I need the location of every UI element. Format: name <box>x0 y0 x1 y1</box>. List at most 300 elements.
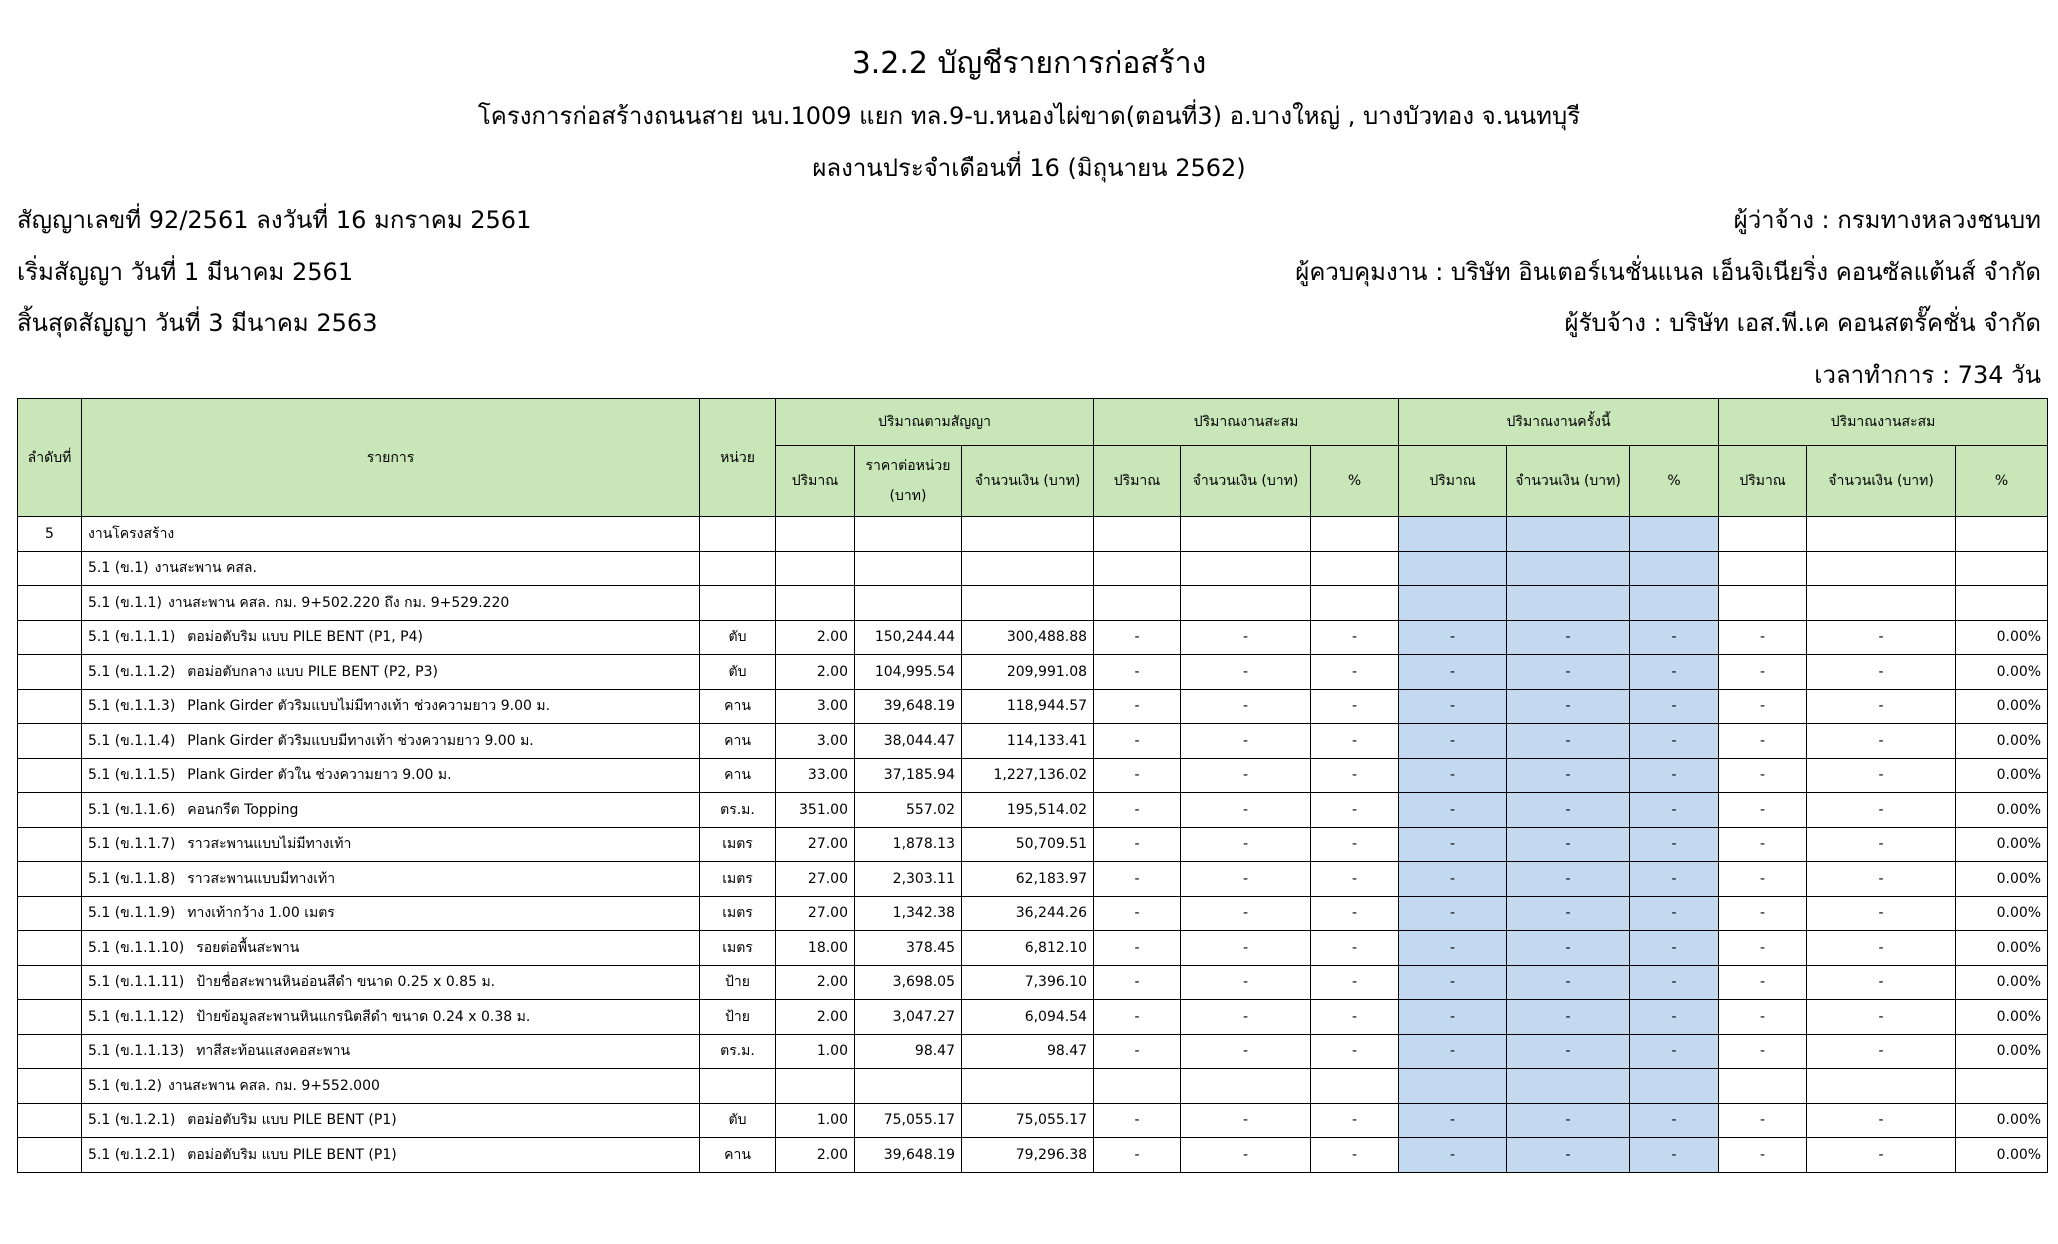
table-row <box>18 965 2048 1000</box>
current-amount: - <box>1507 896 1630 931</box>
item-description <box>82 793 700 828</box>
prev-amount: - <box>1181 896 1311 931</box>
unit-cell: ป้าย <box>700 965 776 1000</box>
current-pct: - <box>1630 655 1719 690</box>
current-qty: - <box>1399 896 1507 931</box>
item-code: 5.1 (ข.1.1.6) <box>88 801 176 818</box>
contract-qty: 1.00 <box>776 1103 855 1138</box>
unit-cell <box>700 517 776 552</box>
item-code: 5.1 (ข.1.2.1) <box>88 1146 176 1163</box>
item-description <box>82 620 700 655</box>
group-header-total: ปริมาณงานสะสม <box>1719 399 2048 446</box>
total-amount: - <box>1807 793 1956 828</box>
prev-qty <box>1094 586 1181 621</box>
contract-amount: 6,094.54 <box>962 1000 1094 1035</box>
col-header-amount: จำนวนเงิน (บาท) <box>1181 446 1311 517</box>
prev-qty: - <box>1094 827 1181 862</box>
unit-price: 1,878.13 <box>855 827 962 862</box>
report-period: ผลงานประจำเดือนที่ 16 (มิถุนายน 2562) <box>812 154 1246 182</box>
total-amount: - <box>1807 620 1956 655</box>
current-qty: - <box>1399 620 1507 655</box>
table-row <box>18 1138 2048 1173</box>
total-amount: - <box>1807 689 1956 724</box>
prev-pct: - <box>1311 931 1399 966</box>
total-pct: 0.00% <box>1956 896 2048 931</box>
item-description <box>82 724 700 759</box>
item-code: 5.1 (ข.1.1.13) <box>88 1043 185 1060</box>
table-row <box>18 1103 2048 1138</box>
current-amount: - <box>1507 1000 1630 1035</box>
current-pct: - <box>1630 793 1719 828</box>
contract-amount: 7,396.10 <box>962 965 1094 1000</box>
current-pct: - <box>1630 931 1719 966</box>
prev-pct: - <box>1311 896 1399 931</box>
prev-pct <box>1311 586 1399 621</box>
unit-price: 37,185.94 <box>855 758 962 793</box>
col-header-no: ลำดับที่ <box>18 399 82 517</box>
unit-cell: เมตร <box>700 931 776 966</box>
prev-qty: - <box>1094 862 1181 897</box>
total-pct: 0.00% <box>1956 827 2048 862</box>
col-header-amount: จำนวนเงิน (บาท) <box>1507 446 1630 517</box>
item-code: 5.1 (ข.1.2) <box>88 1077 162 1094</box>
prev-pct: - <box>1311 965 1399 1000</box>
unit-cell: ป้าย <box>700 1000 776 1035</box>
current-qty: - <box>1399 793 1507 828</box>
total-qty: - <box>1719 896 1807 931</box>
current-amount: - <box>1507 793 1630 828</box>
prev-amount: - <box>1181 1138 1311 1173</box>
current-amount: - <box>1507 1034 1630 1069</box>
current-pct: - <box>1630 827 1719 862</box>
current-pct <box>1630 551 1719 586</box>
table-body <box>18 517 2048 1173</box>
prev-pct: - <box>1311 1034 1399 1069</box>
total-pct: 0.00% <box>1956 1103 2048 1138</box>
table-row <box>18 1000 2048 1035</box>
total-pct: 0.00% <box>1956 1138 2048 1173</box>
prev-pct: - <box>1311 793 1399 828</box>
current-qty: - <box>1399 655 1507 690</box>
prev-amount <box>1181 517 1311 552</box>
section-row <box>18 586 2048 621</box>
contractor: ผู้รับจ้าง : บริษัท เอส.พี.เค คอนสตรั๊คชั่น จำกัด <box>1564 309 2041 337</box>
table-row <box>18 758 2048 793</box>
col-header-pct: % <box>1630 446 1719 517</box>
total-pct: 0.00% <box>1956 655 2048 690</box>
total-pct <box>1956 586 2048 621</box>
unit-price <box>855 517 962 552</box>
prev-amount: - <box>1181 724 1311 759</box>
contract-qty: 27.00 <box>776 827 855 862</box>
total-pct <box>1956 517 2048 552</box>
unit-cell: คาน <box>700 758 776 793</box>
prev-pct: - <box>1311 620 1399 655</box>
item-description <box>82 965 700 1000</box>
item-code: 5.1 (ข.1.2.1) <box>88 1112 176 1129</box>
prev-qty: - <box>1094 793 1181 828</box>
item-text: งานโครงสร้าง <box>88 525 175 542</box>
current-pct: - <box>1630 758 1719 793</box>
item-description <box>82 551 700 586</box>
contract-end: สิ้นสุดสัญญา วันที่ 3 มีนาคม 2563 <box>17 309 378 337</box>
contract-qty: 2.00 <box>776 1138 855 1173</box>
total-amount <box>1807 551 1956 586</box>
unit-price: 3,698.05 <box>855 965 962 1000</box>
current-qty: - <box>1399 931 1507 966</box>
current-qty <box>1399 517 1507 552</box>
contract-amount: 114,133.41 <box>962 724 1094 759</box>
row-number <box>18 793 82 828</box>
col-header-item: รายการ <box>82 399 700 517</box>
prev-pct <box>1311 551 1399 586</box>
prev-qty: - <box>1094 1000 1181 1035</box>
group-header-contract: ปริมาณตามสัญญา <box>776 399 1094 446</box>
prev-pct: - <box>1311 827 1399 862</box>
unit-cell: ตับ <box>700 1103 776 1138</box>
current-qty: - <box>1399 1138 1507 1173</box>
contract-qty <box>776 1069 855 1104</box>
item-text: ป้ายข้อมูลสะพานหินแกรนิตสีดำ ขนาด 0.24 x 0.38 ม. <box>196 1008 531 1025</box>
prev-amount: - <box>1181 620 1311 655</box>
current-pct: - <box>1630 1103 1719 1138</box>
prev-pct: - <box>1311 1000 1399 1035</box>
unit-price: 378.45 <box>855 931 962 966</box>
row-number <box>18 1138 82 1173</box>
total-pct: 0.00% <box>1956 620 2048 655</box>
item-text: งานสะพาน คสล. <box>154 560 257 577</box>
unit-cell <box>700 551 776 586</box>
prev-amount <box>1181 1069 1311 1104</box>
item-text: รอยต่อพื้นสะพาน <box>196 939 300 956</box>
col-header-amount: จำนวนเงิน (บาท) <box>1807 446 1956 517</box>
contract-qty: 18.00 <box>776 931 855 966</box>
prev-pct <box>1311 1069 1399 1104</box>
total-amount: - <box>1807 758 1956 793</box>
row-number <box>18 931 82 966</box>
total-qty <box>1719 1069 1807 1104</box>
current-amount <box>1507 517 1630 552</box>
item-text: ตอม่อตับริม แบบ PILE BENT (P1) <box>187 1112 397 1129</box>
group-header-previous: ปริมาณงานสะสม <box>1094 399 1399 446</box>
prev-amount: - <box>1181 758 1311 793</box>
prev-qty: - <box>1094 689 1181 724</box>
row-number <box>18 758 82 793</box>
item-description <box>82 896 700 931</box>
item-text: Plank Girder ตัวใน ช่วงความยาว 9.00 ม. <box>187 767 452 784</box>
current-pct: - <box>1630 1000 1719 1035</box>
item-code: 5.1 (ข.1.1.3) <box>88 698 176 715</box>
unit-price: 39,648.19 <box>855 1138 962 1173</box>
contract-amount: 209,991.08 <box>962 655 1094 690</box>
total-pct: 0.00% <box>1956 793 2048 828</box>
total-amount: - <box>1807 1034 1956 1069</box>
current-amount <box>1507 1069 1630 1104</box>
total-pct: 0.00% <box>1956 1034 2048 1069</box>
unit-price: 104,995.54 <box>855 655 962 690</box>
page-title: 3.2.2 บัญชีรายการก่อสร้าง <box>851 46 1207 81</box>
contract-qty <box>776 517 855 552</box>
prev-amount: - <box>1181 793 1311 828</box>
prev-amount: - <box>1181 827 1311 862</box>
current-amount: - <box>1507 655 1630 690</box>
unit-price <box>855 1069 962 1104</box>
contract-number: สัญญาเลขที่ 92/2561 ลงวันที่ 16 มกราคม 2561 <box>17 206 532 234</box>
contract-amount: 79,296.38 <box>962 1138 1094 1173</box>
contract-start: เริ่มสัญญา วันที่ 1 มีนาคม 2561 <box>17 258 354 286</box>
prev-pct: - <box>1311 689 1399 724</box>
unit-price: 2,303.11 <box>855 862 962 897</box>
current-qty: - <box>1399 827 1507 862</box>
total-amount: - <box>1807 724 1956 759</box>
prev-amount: - <box>1181 1103 1311 1138</box>
row-number <box>18 586 82 621</box>
total-amount <box>1807 1069 1956 1104</box>
item-code: 5.1 (ข.1.1.1) <box>88 629 176 646</box>
item-code: 5.1 (ข.1.1.8) <box>88 870 176 887</box>
col-header-pct: % <box>1956 446 2048 517</box>
row-number <box>18 655 82 690</box>
unit-price: 3,047.27 <box>855 1000 962 1035</box>
contract-qty: 2.00 <box>776 620 855 655</box>
contract-amount <box>962 586 1094 621</box>
unit-price <box>855 551 962 586</box>
unit-price: 39,648.19 <box>855 689 962 724</box>
col-header-amount: จำนวนเงิน (บาท) <box>962 446 1094 517</box>
row-number <box>18 896 82 931</box>
current-amount: - <box>1507 620 1630 655</box>
contract-qty <box>776 551 855 586</box>
item-text: ทางเท้ากว้าง 1.00 เมตร <box>187 905 335 922</box>
current-pct: - <box>1630 689 1719 724</box>
prev-amount <box>1181 586 1311 621</box>
project-name: โครงการก่อสร้างถนนสาย นบ.1009 แยก ทล.9-บ.หนองไผ่ขาด(ตอนที่3) อ.บางใหญ่ , บางบัวทอง จ.นนทบุรี <box>477 102 1581 130</box>
total-pct: 0.00% <box>1956 1000 2048 1035</box>
contract-amount <box>962 551 1094 586</box>
supervisor: ผู้ควบคุมงาน : บริษัท อินเตอร์เนชั่นแนล เอ็นจิเนียริ่ง คอนซัลแต้นส์ จำกัด <box>1295 258 2041 286</box>
prev-qty: - <box>1094 724 1181 759</box>
table-row <box>18 896 2048 931</box>
unit-cell: คาน <box>700 689 776 724</box>
total-qty: - <box>1719 689 1807 724</box>
item-code: 5.1 (ข.1.1.11) <box>88 974 185 991</box>
item-description <box>82 1069 700 1104</box>
contract-qty: 3.00 <box>776 724 855 759</box>
contract-qty: 351.00 <box>776 793 855 828</box>
item-text: งานสะพาน คสล. กม. 9+502.220 ถึง กม. 9+529.220 <box>167 594 510 611</box>
total-amount: - <box>1807 931 1956 966</box>
prev-pct: - <box>1311 862 1399 897</box>
unit-price: 1,342.38 <box>855 896 962 931</box>
row-number <box>18 965 82 1000</box>
current-qty <box>1399 551 1507 586</box>
row-number <box>18 1034 82 1069</box>
col-header-qty: ปริมาณ <box>1399 446 1507 517</box>
total-pct: 0.00% <box>1956 724 2048 759</box>
prev-pct: - <box>1311 724 1399 759</box>
row-number: 5 <box>18 517 82 552</box>
row-number <box>18 1069 82 1104</box>
contract-amount <box>962 1069 1094 1104</box>
contract-amount: 75,055.17 <box>962 1103 1094 1138</box>
current-amount: - <box>1507 931 1630 966</box>
prev-pct <box>1311 517 1399 552</box>
row-number <box>18 1000 82 1035</box>
total-pct <box>1956 551 2048 586</box>
prev-pct: - <box>1311 758 1399 793</box>
total-amount <box>1807 586 1956 621</box>
unit-cell: คาน <box>700 724 776 759</box>
item-description <box>82 758 700 793</box>
prev-qty: - <box>1094 620 1181 655</box>
total-qty: - <box>1719 620 1807 655</box>
item-code: 5.1 (ข.1.1) <box>88 594 162 611</box>
total-amount: - <box>1807 1138 1956 1173</box>
prev-qty: - <box>1094 896 1181 931</box>
current-pct: - <box>1630 965 1719 1000</box>
item-text: ราวสะพานแบบไม่มีทางเท้า <box>187 836 352 853</box>
item-code: 5.1 (ข.1.1.7) <box>88 836 176 853</box>
total-qty <box>1719 551 1807 586</box>
row-number <box>18 620 82 655</box>
contract-qty: 3.00 <box>776 689 855 724</box>
total-qty: - <box>1719 655 1807 690</box>
current-amount: - <box>1507 862 1630 897</box>
prev-qty: - <box>1094 1034 1181 1069</box>
current-qty <box>1399 1069 1507 1104</box>
col-header-qty: ปริมาณ <box>1719 446 1807 517</box>
total-amount <box>1807 517 1956 552</box>
total-qty: - <box>1719 793 1807 828</box>
section-row <box>18 1069 2048 1104</box>
prev-qty: - <box>1094 1103 1181 1138</box>
prev-amount <box>1181 551 1311 586</box>
unit-cell: คาน <box>700 1138 776 1173</box>
current-amount <box>1507 586 1630 621</box>
row-number <box>18 862 82 897</box>
bill-of-quantities-table <box>17 398 2048 1173</box>
total-qty: - <box>1719 1034 1807 1069</box>
item-text: คอนกรีต Topping <box>187 801 299 818</box>
current-qty: - <box>1399 689 1507 724</box>
current-pct: - <box>1630 1138 1719 1173</box>
prev-qty: - <box>1094 1138 1181 1173</box>
employer: ผู้ว่าจ้าง : กรมทางหลวงชนบท <box>1733 206 2041 234</box>
unit-cell <box>700 1069 776 1104</box>
prev-amount: - <box>1181 965 1311 1000</box>
item-description <box>82 931 700 966</box>
prev-qty <box>1094 1069 1181 1104</box>
contract-qty: 1.00 <box>776 1034 855 1069</box>
total-pct: 0.00% <box>1956 965 2048 1000</box>
current-qty <box>1399 586 1507 621</box>
unit-price <box>855 586 962 621</box>
group-header-current: ปริมาณงานครั้งนี้ <box>1399 399 1719 446</box>
current-pct: - <box>1630 896 1719 931</box>
current-amount: - <box>1507 965 1630 1000</box>
prev-qty: - <box>1094 758 1181 793</box>
unit-price: 75,055.17 <box>855 1103 962 1138</box>
prev-qty: - <box>1094 655 1181 690</box>
unit-cell: ตร.ม. <box>700 1034 776 1069</box>
unit-cell: เมตร <box>700 896 776 931</box>
contract-qty: 27.00 <box>776 862 855 897</box>
total-amount: - <box>1807 965 1956 1000</box>
work-duration: เวลาทำการ : 734 วัน <box>1814 361 2041 389</box>
unit-cell: ตร.ม. <box>700 793 776 828</box>
unit-cell: ตับ <box>700 655 776 690</box>
item-code: 5.1 (ข.1.1.9) <box>88 905 176 922</box>
total-pct: 0.00% <box>1956 758 2048 793</box>
total-qty: - <box>1719 758 1807 793</box>
total-pct: 0.00% <box>1956 689 2048 724</box>
total-amount: - <box>1807 862 1956 897</box>
prev-qty <box>1094 551 1181 586</box>
item-text: Plank Girder ตัวริมแบบมีทางเท้า ช่วงความยาว 9.00 ม. <box>187 732 534 749</box>
contract-amount: 300,488.88 <box>962 620 1094 655</box>
item-description <box>82 689 700 724</box>
current-qty: - <box>1399 1000 1507 1035</box>
unit-price: 98.47 <box>855 1034 962 1069</box>
item-description <box>82 1034 700 1069</box>
section-row <box>18 517 2048 552</box>
contract-qty: 33.00 <box>776 758 855 793</box>
table-row <box>18 620 2048 655</box>
total-qty: - <box>1719 827 1807 862</box>
current-qty: - <box>1399 724 1507 759</box>
total-amount: - <box>1807 896 1956 931</box>
total-qty: - <box>1719 931 1807 966</box>
item-description <box>82 655 700 690</box>
section-row <box>18 551 2048 586</box>
unit-price: 150,244.44 <box>855 620 962 655</box>
row-number <box>18 827 82 862</box>
item-code: 5.1 (ข.1.1.5) <box>88 767 176 784</box>
total-qty: - <box>1719 965 1807 1000</box>
item-text: ตอม่อตับกลาง แบบ PILE BENT (P2, P3) <box>187 663 438 680</box>
prev-amount: - <box>1181 1034 1311 1069</box>
total-qty: - <box>1719 1103 1807 1138</box>
current-qty: - <box>1399 862 1507 897</box>
item-code: 5.1 (ข.1.1.10) <box>88 939 185 956</box>
prev-amount: - <box>1181 655 1311 690</box>
contract-amount <box>962 517 1094 552</box>
prev-qty: - <box>1094 931 1181 966</box>
table-row <box>18 931 2048 966</box>
current-amount: - <box>1507 1103 1630 1138</box>
table-row <box>18 1034 2048 1069</box>
unit-price: 38,044.47 <box>855 724 962 759</box>
contract-amount: 36,244.26 <box>962 896 1094 931</box>
item-code: 5.1 (ข.1.1.2) <box>88 663 176 680</box>
prev-amount: - <box>1181 1000 1311 1035</box>
current-amount: - <box>1507 724 1630 759</box>
current-amount <box>1507 551 1630 586</box>
header-row-groups <box>18 399 2048 446</box>
contract-amount: 1,227,136.02 <box>962 758 1094 793</box>
table-row <box>18 862 2048 897</box>
unit-cell: เมตร <box>700 862 776 897</box>
total-qty: - <box>1719 1138 1807 1173</box>
prev-amount: - <box>1181 931 1311 966</box>
total-qty <box>1719 517 1807 552</box>
item-description <box>82 862 700 897</box>
col-header-qty: ปริมาณ <box>776 446 855 517</box>
item-text: ป้ายชื่อสะพานหินอ่อนสีดำ ขนาด 0.25 x 0.85 ม. <box>196 974 496 991</box>
current-pct: - <box>1630 724 1719 759</box>
item-text: งานสะพาน คสล. กม. 9+552.000 <box>167 1077 380 1094</box>
prev-pct: - <box>1311 1138 1399 1173</box>
